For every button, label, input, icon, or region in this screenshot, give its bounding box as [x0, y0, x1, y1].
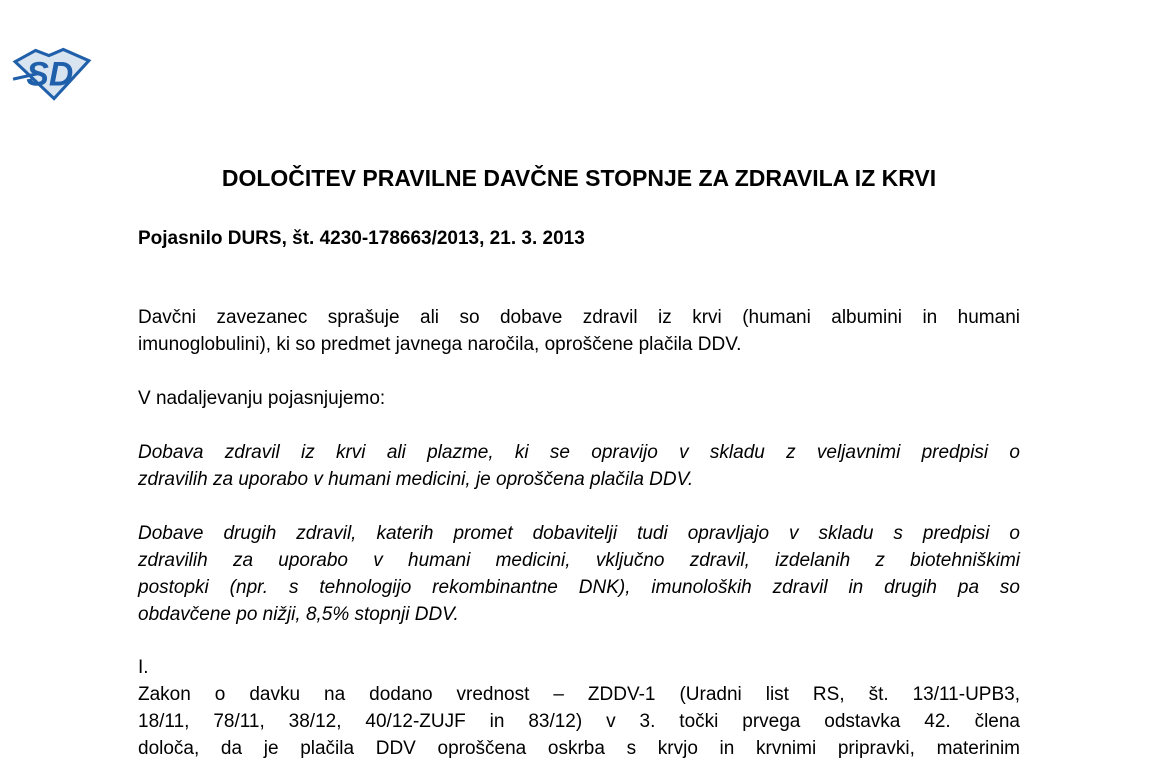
- text-line: V nadaljevanju pojasnjujemo:: [138, 388, 386, 409]
- text-line: I.: [138, 657, 149, 678]
- paragraph-question: [138, 304, 1020, 358]
- text-line: zdravilih za uporabo v humani medicini, vključno zdravil, izdelanih z biotehniškimi: [138, 550, 1020, 571]
- paragraph-lead-in: [138, 385, 1020, 412]
- document-reference: Pojasnilo DURS, št. 4230-178663/2013, 21. 3. 2013: [138, 228, 585, 249]
- section-number: [138, 654, 1020, 681]
- paragraph-answer-1: [138, 439, 1020, 493]
- document-content: [138, 164, 1020, 762]
- text-line: določa, da je plačila DDV oproščena oskrba s krvjo in krvnimi pripravki, materinim: [138, 738, 1020, 759]
- text-line: Davčni zavezanec sprašuje ali so dobave zdravil iz krvi (humani albumini in humani: [138, 307, 1020, 328]
- document-title: DOLOČITEV PRAVILNE DAVČNE STOPNJE ZA ZDRAVILA IZ KRVI: [221, 165, 937, 191]
- text-line: Dobave drugih zdravil, katerih promet dobavitelji tudi opravljajo v skladu s predpisi o: [138, 523, 1020, 544]
- company-logo: [10, 47, 94, 101]
- text-line: Dobava zdravil iz krvi ali plazme, ki se opravijo v skladu z veljavnimi predpisi o: [138, 442, 1020, 463]
- text-line: zdravilih za uporabo v humani medicini, je oproščena plačila DDV.: [138, 469, 694, 490]
- text-line: postopki (npr. s tehnologijo rekombinantne DNK), imunoloških zdravil in drugih pa so: [138, 577, 1020, 598]
- logo-letters: SD: [26, 55, 74, 94]
- paragraph-section-body: [138, 681, 1020, 762]
- text-line: imunoglobulini), ki so predmet javnega naročila, oproščene plačila DDV.: [138, 334, 742, 355]
- paragraph-answer-2: [138, 520, 1020, 628]
- text-line: Zakon o davku na dodano vrednost – ZDDV-1 (Uradni list RS, št. 13/11-UPB3,: [138, 684, 1020, 705]
- text-line: 18/11, 78/11, 38/12, 40/12-ZUJF in 83/12) v 3. točki prvega odstavka 42. člena: [138, 711, 1020, 732]
- text-line: obdavčene po nižji, 8,5% stopnji DDV.: [138, 604, 459, 625]
- logo-shield-icon: [10, 47, 94, 101]
